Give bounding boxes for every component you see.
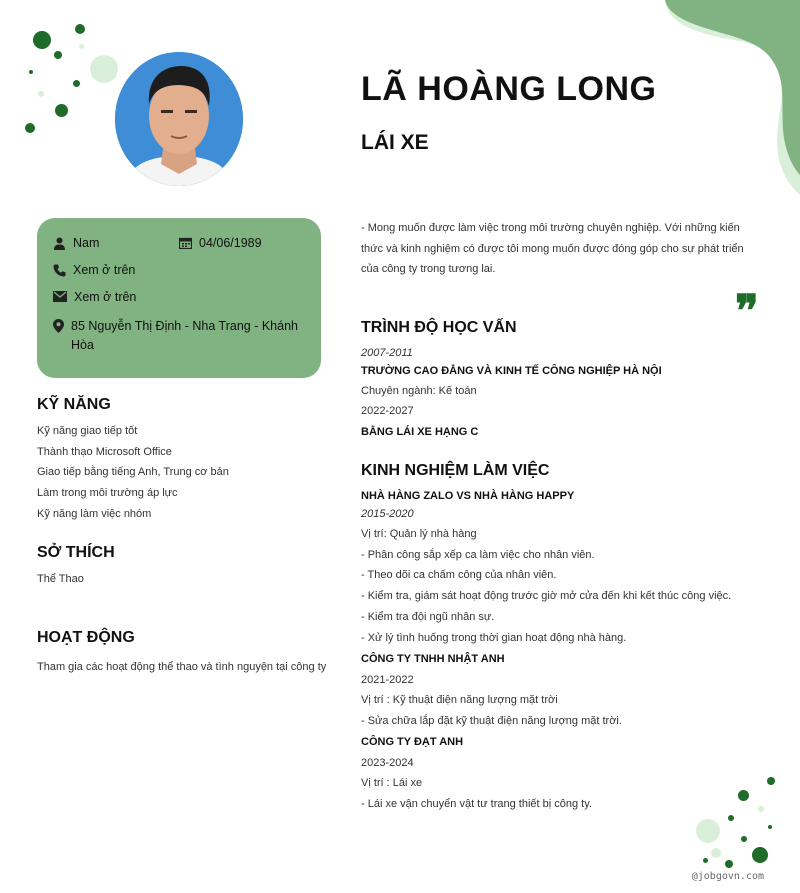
- job-company: CÔNG TY ĐẠT ANH: [361, 736, 464, 748]
- quote-icon: ❞: [735, 286, 759, 337]
- hobbies-heading: SỞ THÍCH: [37, 544, 115, 561]
- skill-item: Thành thạo Microsoft Office: [37, 446, 172, 458]
- job-title: LÁI XE: [361, 131, 429, 154]
- birthday-row: [179, 236, 262, 250]
- skills-heading: KỸ NĂNG: [37, 396, 111, 413]
- experience-heading: KINH NGHIỆM LÀM VIỆC: [361, 462, 550, 479]
- email-row: [53, 290, 136, 304]
- job-company: CÔNG TY TNHH NHẬT ANH: [361, 653, 505, 665]
- gender-row: [53, 236, 99, 250]
- career-objective: - Mong muốn được làm việc trong môi trường chuyên nghiệp. Với những kiến thức và kinh nghiệm có được tôi mong muốn được đóng góp cho sự phát triển của công ty trong tương lai.: [361, 222, 744, 275]
- map-pin-icon: [53, 319, 64, 333]
- person-icon: [53, 237, 66, 250]
- job-line: - Theo dõi ca chấm công của nhân viên.: [361, 569, 557, 581]
- calendar-icon: [179, 237, 192, 249]
- phone-row: [53, 263, 135, 277]
- job-line: - Sửa chữa lắp đặt kỹ thuật điện năng lượng mặt trời.: [361, 715, 622, 727]
- candidate-name: LÃ HOÀNG LONG: [361, 70, 657, 108]
- education-school: TRƯỜNG CAO ĐẲNG VÀ KINH TẾ CÔNG NGHIỆP HÀ NỘI: [361, 365, 662, 377]
- profile-photo: [115, 52, 243, 186]
- education-school: BẰNG LÁI XE HẠNG C: [361, 426, 479, 438]
- decorative-blob-top-right: [665, 0, 800, 195]
- skill-item: Kỹ năng làm việc nhóm: [37, 508, 152, 520]
- education-heading: TRÌNH ĐỘ HỌC VẤN: [361, 319, 517, 336]
- education-major: Chuyên ngành: Kế toán: [361, 385, 477, 397]
- envelope-icon: [53, 291, 67, 302]
- job-line: Vị trí : Kỹ thuật điện năng lượng mặt trời: [361, 694, 558, 706]
- job-period: 2015-2020: [361, 508, 414, 520]
- job-line: - Phân công sắp xếp ca làm việc cho nhân viên.: [361, 549, 595, 561]
- watermark: @jobgovn.com: [691, 871, 764, 882]
- email-value: Xem ở trên: [74, 290, 137, 304]
- skill-item: Kỹ năng giao tiếp tốt: [37, 425, 138, 437]
- gender-value: Nam: [73, 236, 100, 250]
- job-line: - Kiểm tra, giám sát hoạt động trước giờ mở cửa đến khi kết thúc công việc.: [361, 590, 732, 602]
- job-line: Vị trí: Quản lý nhà hàng: [361, 528, 477, 540]
- activities-heading: HOẠT ĐỘNG: [37, 629, 135, 646]
- address-row: [53, 317, 303, 355]
- phone-value: Xem ở trên: [73, 263, 136, 277]
- contact-card: [37, 218, 321, 378]
- job-company: NHÀ HÀNG ZALO VS NHÀ HÀNG HAPPY: [361, 490, 575, 502]
- address-value: 85 Nguyễn Thị Định - Nha Trang - Khánh Hòa: [71, 319, 298, 352]
- job-line: - Lái xe vận chuyển vật tư trang thiết bị công ty.: [361, 798, 592, 810]
- job-line: - Kiểm tra đội ngũ nhân sự.: [361, 611, 495, 623]
- activity-item: Tham gia các hoạt động thể thao và tình nguyện tại công ty: [37, 661, 327, 673]
- phone-icon: [53, 264, 66, 277]
- education-period: 2007-2011: [361, 347, 413, 359]
- job-period: 2021-2022: [361, 674, 414, 686]
- skill-item: Làm trong môi trường áp lực: [37, 487, 178, 499]
- job-period: 2023-2024: [361, 757, 414, 769]
- skill-item: Giao tiếp bằng tiếng Anh, Trung cơ bản: [37, 466, 229, 478]
- job-line: - Xử lý tình huống trong thời gian hoạt động nhà hàng.: [361, 632, 627, 644]
- birthday-value: 04/06/1989: [199, 236, 262, 250]
- education-period: 2022-2027: [361, 405, 414, 417]
- hobby-item: Thể Thao: [37, 573, 84, 585]
- job-line: Vị trí : Lái xe: [361, 777, 423, 789]
